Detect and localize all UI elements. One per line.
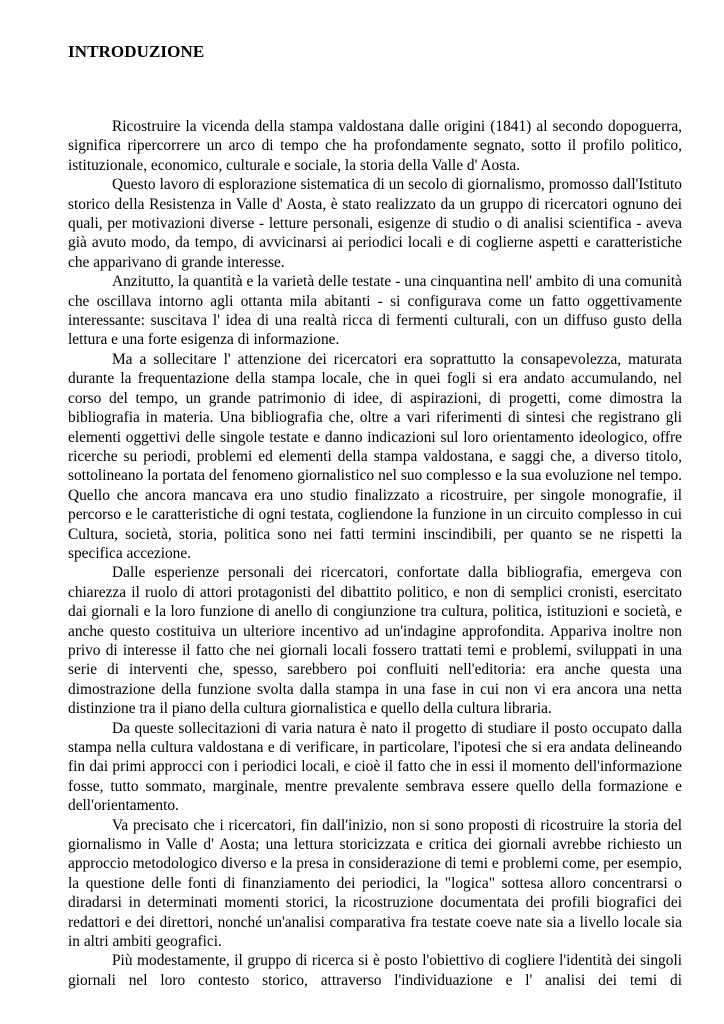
paragraph: Va precisato che i ricercatori, fin dall'inizio, non si sono proposti di ricostruire la storia del giornalismo in Valle d' Aosta; una lettura storicizzata e critica dei giornali avrebbe richiesto un approccio metodologico diverso e la presa in considerazione di temi e problemi come, per esempio, la questione delle fonti di finanziamento dei periodici, la "logica" sottesa alloro concentrarsi o diradarsi in determinati momenti storici, la ricostruzione documentata dei profili biografici dei redattori e dei direttori, nonché un'analisi comparativa fra testate coeve nate sia a livello locale sia in altri ambiti geografici. — [68, 816, 682, 951]
paragraph: Ricostruire la vicenda della stampa valdostana dalle origini (1841) al secondo dopoguerra, significa ripercorrere un arco di tempo che ha profondamente segnato, sotto il profilo politico, istituzionale, economico, culturale e sociale, la storia della Valle d' Aosta. — [68, 118, 682, 174]
paragraph: Questo lavoro di esplorazione sistematica di un secolo di giornalismo, promosso dall'Istituto storico della Resistenza in Valle d' Aosta, è stato realizzato da un gruppo di ricercatori ognuno dei quali, per motivazioni diverse - letture personali, esigenze di studio o di analisi scientifica - aveva già avuto modo, da tempo, di avvicinarsi ai periodici locali e di coglierne aspetti e caratteristiche che apparivano di grande interesse. — [68, 176, 682, 271]
paragraph: Ma a sollecitare l' attenzione dei ricercatori era soprattutto la consapevolezza, maturata durante la frequentazione della stampa locale, che in quei fogli si era andato accumulando, nel corso del tempo, un grande patrimonio di idee, di aspirazioni, di progetti, come dimostra la bibliografia in materia. Una bibliografia che, oltre a vari riferimenti di sintesi che registrano gli elementi oggettivi delle singole testate e danno indicazioni sul loro orientamento ideologico, offre ricerche su periodi, problemi ed elementi della stampa valdostana, e saggi che, a diverso titolo, sottolineano la portata del fenomeno giornalistico nel suo complesso e la sua evoluzione nel tempo. Quello che ancora mancava era uno studio finalizzato a ricostruire, per singole monografie, il percorso e le caratteristiche di ogni testata, cogliendone la funzione in un circuito complesso in cui Cultura, società, storia, politica sono nei fatti termini inscindibili, per quanto se ne rispetti la specifica accezione. — [68, 350, 682, 562]
paragraph: Più modestamente, il gruppo di ricerca si è posto l'obiettivo di cogliere l'identità dei singoli giornali nel loro contesto storico, attraverso l'individuazione e l' analisi dei temi di — [68, 952, 682, 989]
paragraph: Dalle esperienze personali dei ricercatori, confortate dalla bibliografia, emergeva con chiarezza il ruolo di attori protagonisti del dibattito politico, e non di semplici cronisti, esercitato dai giornali e la loro funzione di anello di congiunzione tra cultura, politica, istituzioni e società, e anche questo costituiva un ulteriore incentivo ad un'indagine approfondita. Appariva inoltre non privo di interesse il fatto che nei giornali locali fossero trattati temi e problemi, sviluppati in una serie di interventi che, spesso, sarebbero poi confluiti nell'editoria: era anche questa una dimostrazione della funzione svolta dalla stampa in una fase in cui non vi era ancora una netta distinzione tra il piano della cultura giornalistica e quello della cultura libraria. — [68, 564, 682, 718]
body-text — [68, 117, 682, 990]
page-title: INTRODUZIONE — [68, 42, 205, 61]
paragraph: Da queste sollecitazioni di varia natura è nato il progetto di studiare il posto occupato dalla stampa nella cultura valdostana e di verificare, in particolare, l'ipotesi che si era andata delineando fin dai primi approcci con i periodici locali, e cioè il fatto che in essi il momento dell'informazione fosse, tutto sommato, marginale, mentre prevalente sembrava essere quello della formazione e dell'orientamento. — [68, 719, 682, 815]
paragraph: Anzitutto, la quantità e la varietà delle testate - una cinquantina nell' ambito di una comunità che oscillava intorno agli ottanta mila abitanti - si configurava come un fatto oggettivamente interessante: suscitava l' idea di una realtà ricca di fermenti culturali, con un diffuso gusto della lettura e una forte esigenza di informazione. — [68, 273, 682, 349]
